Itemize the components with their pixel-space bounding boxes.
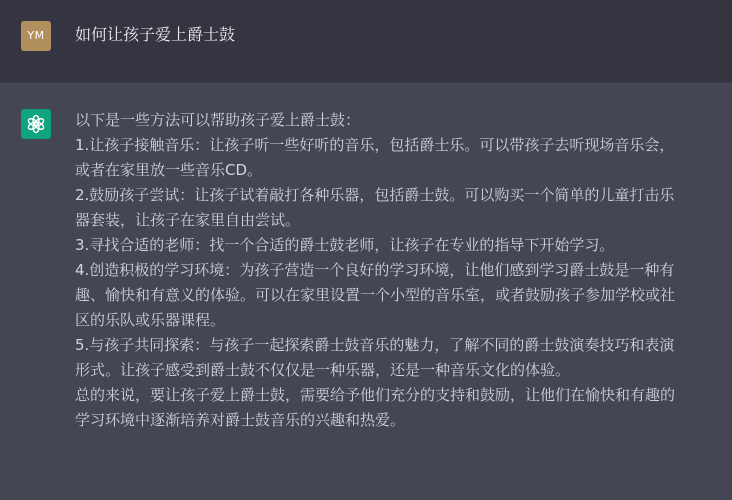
answer-line: 3.寻找合适的老师：找一个合适的爵士鼓老师，让孩子在专业的指导下开始学习。 <box>75 236 615 254</box>
assistant-message-row <box>0 83 732 500</box>
answer-line: 形式。让孩子感受到爵士鼓不仅仅是一种乐器，还是一种音乐文化的体验。 <box>75 361 571 379</box>
answer-line: 4.创造积极的学习环境：为孩子营造一个良好的学习环境，让他们感到学习爵士鼓是一种有 <box>75 261 675 279</box>
answer-line: 2.鼓励孩子尝试：让孩子试着敲打各种乐器，包括爵士鼓。可以购买一个简单的儿童打击乐 <box>75 186 675 204</box>
answer-line: 区的乐队或乐器课程。 <box>75 311 226 329</box>
answer-line: 总的来说，要让孩子爱上爵士鼓，需要给予他们充分的支持和鼓励，让他们在愉快和有趣的 <box>75 386 676 404</box>
user-message-row <box>0 0 732 82</box>
answer-line: 器套装，让孩子在家里自由尝试。 <box>75 211 301 229</box>
assistant-avatar <box>21 109 51 139</box>
openai-logo-icon <box>25 113 47 135</box>
answer-line: 5.与孩子共同探索：与孩子一起探索爵士鼓音乐的魅力，了解不同的爵士鼓演奏技巧和表演 <box>75 336 675 354</box>
answer-line: 1.让孩子接触音乐：让孩子听一些好听的音乐，包括爵士乐。可以带孩子去听现场音乐会， <box>75 136 675 154</box>
answer-line: 或者在家里放一些音乐CD。 <box>75 161 263 179</box>
answer-line: 学习环境中逐渐培养对爵士鼓音乐的兴趣和热爱。 <box>75 411 406 429</box>
user-question: 如何让孩子爱上爵士鼓 <box>75 25 236 44</box>
answer-line: 趣、愉快和有意义的体验。可以在家里设置一个小型的音乐室，或者鼓励孩子参加学校或社 <box>75 286 676 304</box>
user-avatar: YM <box>21 21 51 51</box>
assistant-answer <box>75 108 725 433</box>
answer-line: 以下是一些方法可以帮助孩子爱上爵士鼓： <box>75 111 361 129</box>
